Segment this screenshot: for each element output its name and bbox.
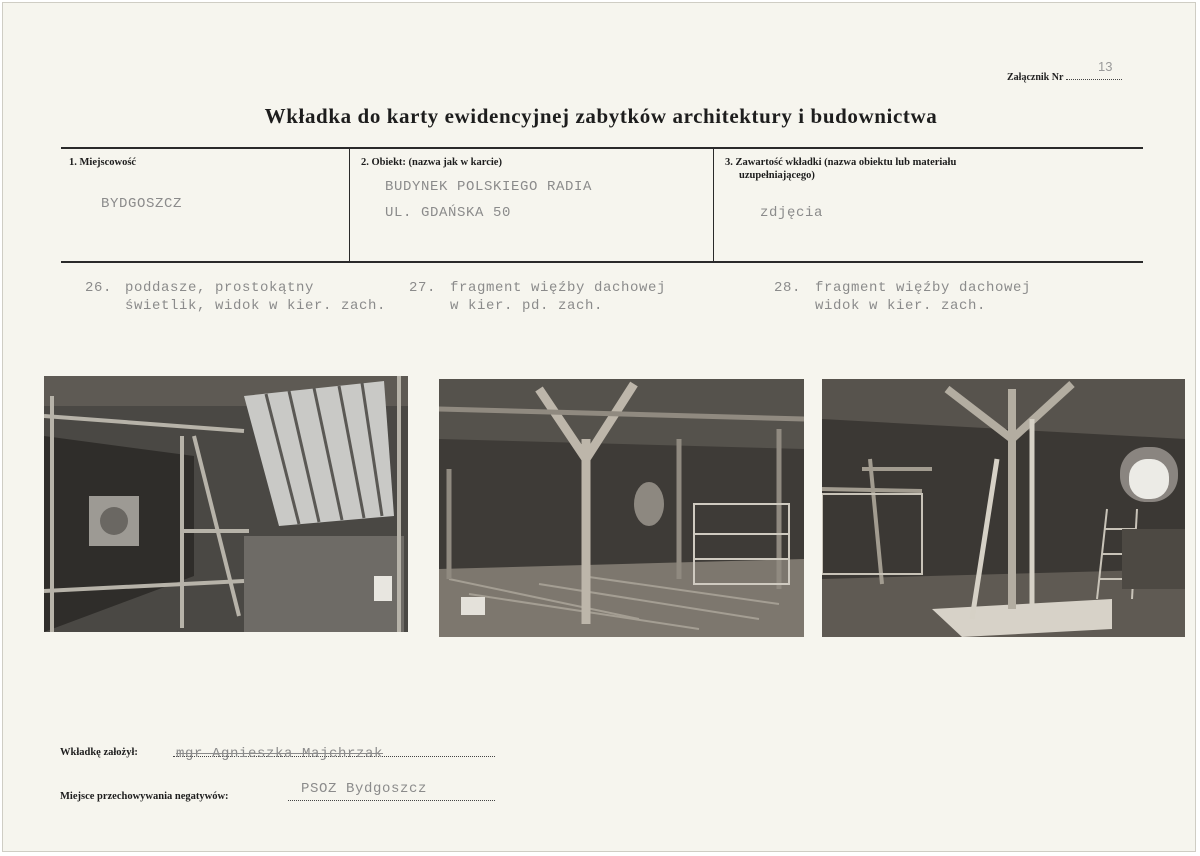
contents-label-line2: uzupełniającego) xyxy=(739,170,815,181)
contents-value: zdjęcia xyxy=(760,205,824,221)
attachment-number: 13 xyxy=(1098,59,1113,74)
photo-26-attic-skylight xyxy=(44,376,408,632)
attachment-label xyxy=(1007,70,1122,83)
contents-label xyxy=(725,156,956,182)
photo-27-image xyxy=(439,379,804,637)
author-value: mgr Agnieszka Majchrzak xyxy=(176,746,384,762)
attachment-label-text: Załącznik Nr xyxy=(1007,72,1064,83)
page-title: Wkładka do karty ewidencyjnej zabytków architektury i budownictwa xyxy=(264,104,938,128)
photo-28-image xyxy=(822,379,1185,637)
storage-value: PSOZ Bydgoszcz xyxy=(301,781,428,797)
caption-27-number: 27. xyxy=(409,280,437,296)
column-divider-2 xyxy=(713,149,714,261)
bottom-rule xyxy=(61,261,1143,263)
object-name: BUDYNEK POLSKIEGO RADIA xyxy=(385,179,593,195)
attachment-dotted-line xyxy=(1066,70,1122,80)
column-divider-1 xyxy=(349,149,350,261)
photo-27-roof-truss xyxy=(439,379,804,637)
record-sheet xyxy=(2,2,1196,852)
caption-28-number: 28. xyxy=(774,280,802,296)
caption-26-line1: poddasze, prostokątny xyxy=(125,280,315,296)
photo-26-image xyxy=(44,376,408,632)
caption-28-line1: fragment więźby dachowej xyxy=(815,280,1032,296)
locality-label: 1. Miejscowość xyxy=(69,157,137,168)
caption-28-line2: widok w kier. zach. xyxy=(815,298,987,314)
storage-label: Miejsce przechowywania negatywów: xyxy=(60,791,229,802)
storage-dotted-line xyxy=(288,799,495,801)
photo-28-roof-truss xyxy=(822,379,1185,637)
caption-27-line2: w kier. pd. zach. xyxy=(450,298,604,314)
object-label: 2. Obiekt: (nazwa jak w karcie) xyxy=(361,157,502,168)
caption-26-number: 26. xyxy=(85,280,113,296)
contents-label-line1: 3. Zawartość wkładki (nazwa obiektu lub materiału xyxy=(725,157,957,168)
caption-26-line2: świetlik, widok w kier. zach. xyxy=(125,298,387,314)
locality-value: BYDGOSZCZ xyxy=(101,196,183,212)
caption-27-line1: fragment więźby dachowej xyxy=(450,280,667,296)
top-rule xyxy=(61,147,1143,149)
author-label: Wkładkę założył: xyxy=(60,747,138,758)
object-address: UL. GDAŃSKA 50 xyxy=(385,205,512,221)
